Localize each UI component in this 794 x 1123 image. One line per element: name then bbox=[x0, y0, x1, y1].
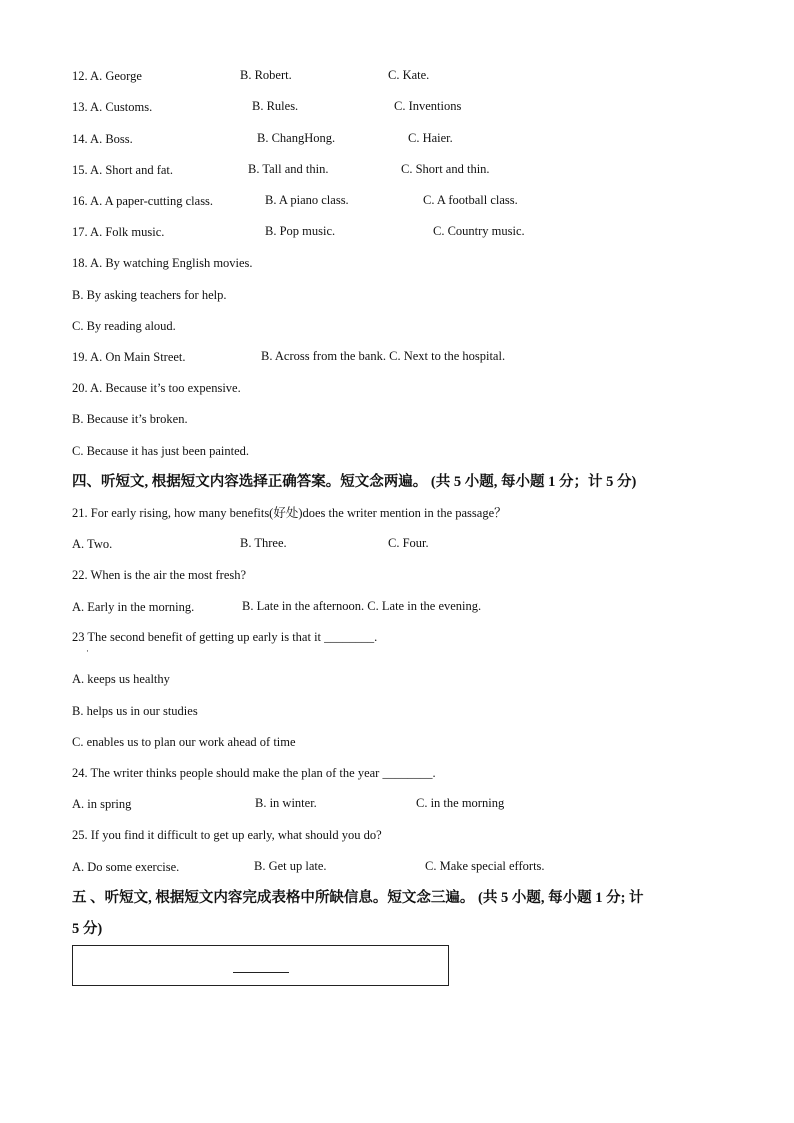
answer-table bbox=[72, 945, 449, 986]
q25-option-a: A. Do some exercise. bbox=[72, 860, 180, 874]
q20-option-b: B. Because it’s broken. bbox=[72, 412, 188, 426]
q21-option-c: C. Four. bbox=[388, 536, 429, 550]
section-5-heading-cont: 5 分) bbox=[72, 921, 103, 937]
q23-option-c: C. enables us to plan our work ahead of time bbox=[72, 735, 296, 749]
q21-option-b: B. Three. bbox=[240, 536, 287, 550]
q19-option-a: 19. A. On Main Street. bbox=[72, 350, 186, 364]
q14-option-b: B. ChangHong. bbox=[257, 131, 336, 145]
q24-option-c: C. in the morning bbox=[416, 796, 505, 810]
q25-option-c: C. Make special efforts. bbox=[425, 859, 545, 873]
q22-option-bc: B. Late in the afternoon. C. Late in the evening. bbox=[242, 599, 482, 613]
q13-option-b: B. Rules. bbox=[252, 99, 299, 113]
q20-option-c: C. Because it has just been painted. bbox=[72, 444, 250, 458]
section-4-heading: 四、听短文, 根据短文内容选择正确答案。短文念两遍。 (共 5 小题, 每小题 1 分；计 5 分) bbox=[72, 474, 637, 490]
q15-option-c: C. Short and thin. bbox=[401, 162, 490, 176]
q14-option-a: 14. A. Boss. bbox=[72, 132, 133, 146]
q15-option-b: B. Tall and thin. bbox=[248, 162, 329, 176]
q15-option-a: 15. A. Short and fat. bbox=[72, 163, 174, 177]
q23-option-a: A. keeps us healthy bbox=[72, 672, 170, 686]
q20-option-a: 20. A. Because it’s too expensive. bbox=[72, 381, 241, 395]
table-blank-line bbox=[233, 972, 289, 973]
q18-option-c: C. By reading aloud. bbox=[72, 319, 176, 333]
q16-option-a: 16. A. A paper-cutting class. bbox=[72, 194, 214, 208]
q18-option-a: 18. A. By watching English movies. bbox=[72, 256, 253, 270]
q13-option-a: 13. A. Customs. bbox=[72, 100, 153, 114]
q19-option-bc: B. Across from the bank. C. Next to the hospital. bbox=[261, 349, 506, 363]
q25-stem: 25. If you find it difficult to get up early, what should you do? bbox=[72, 828, 382, 842]
q14-option-c: C. Haier. bbox=[408, 131, 453, 145]
q23-stem: 23 The second benefit of getting up early is that it ________. bbox=[72, 630, 378, 644]
q23-option-b: B. helps us in our studies bbox=[72, 704, 198, 718]
q12-option-a: 12. A. George bbox=[72, 69, 142, 83]
q23-dot-mark: · bbox=[86, 646, 89, 656]
q17-option-c: C. Country music. bbox=[433, 224, 525, 238]
q24-option-b: B. in winter. bbox=[255, 796, 317, 810]
q16-option-c: C. A football class. bbox=[423, 193, 518, 207]
q18-option-b: B. By asking teachers for help. bbox=[72, 288, 227, 302]
q16-option-b: B. A piano class. bbox=[265, 193, 349, 207]
q12-option-c: C. Kate. bbox=[388, 68, 430, 82]
q24-option-a: A. in spring bbox=[72, 797, 132, 811]
q13-option-c: C. Inventions bbox=[394, 99, 462, 113]
q22-stem: 22. When is the air the most fresh? bbox=[72, 568, 247, 582]
q21-option-a: A. Two. bbox=[72, 537, 113, 551]
section-5-heading: 五 、听短文, 根据短文内容完成表格中所缺信息。短文念三遍。 (共 5 小题, 每小题 1 分; 计 bbox=[72, 890, 644, 906]
q21-stem: 21. For early rising, how many benefits(好处)does the writer mention in the passage？ bbox=[72, 506, 507, 520]
q25-option-b: B. Get up late. bbox=[254, 859, 327, 873]
q22-option-a: A. Early in the morning. bbox=[72, 600, 195, 614]
q12-option-b: B. Robert. bbox=[240, 68, 292, 82]
q17-option-b: B. Pop music. bbox=[265, 224, 336, 238]
q24-stem: 24. The writer thinks people should make the plan of the year ________. bbox=[72, 766, 436, 780]
q17-option-a: 17. A. Folk music. bbox=[72, 225, 165, 239]
